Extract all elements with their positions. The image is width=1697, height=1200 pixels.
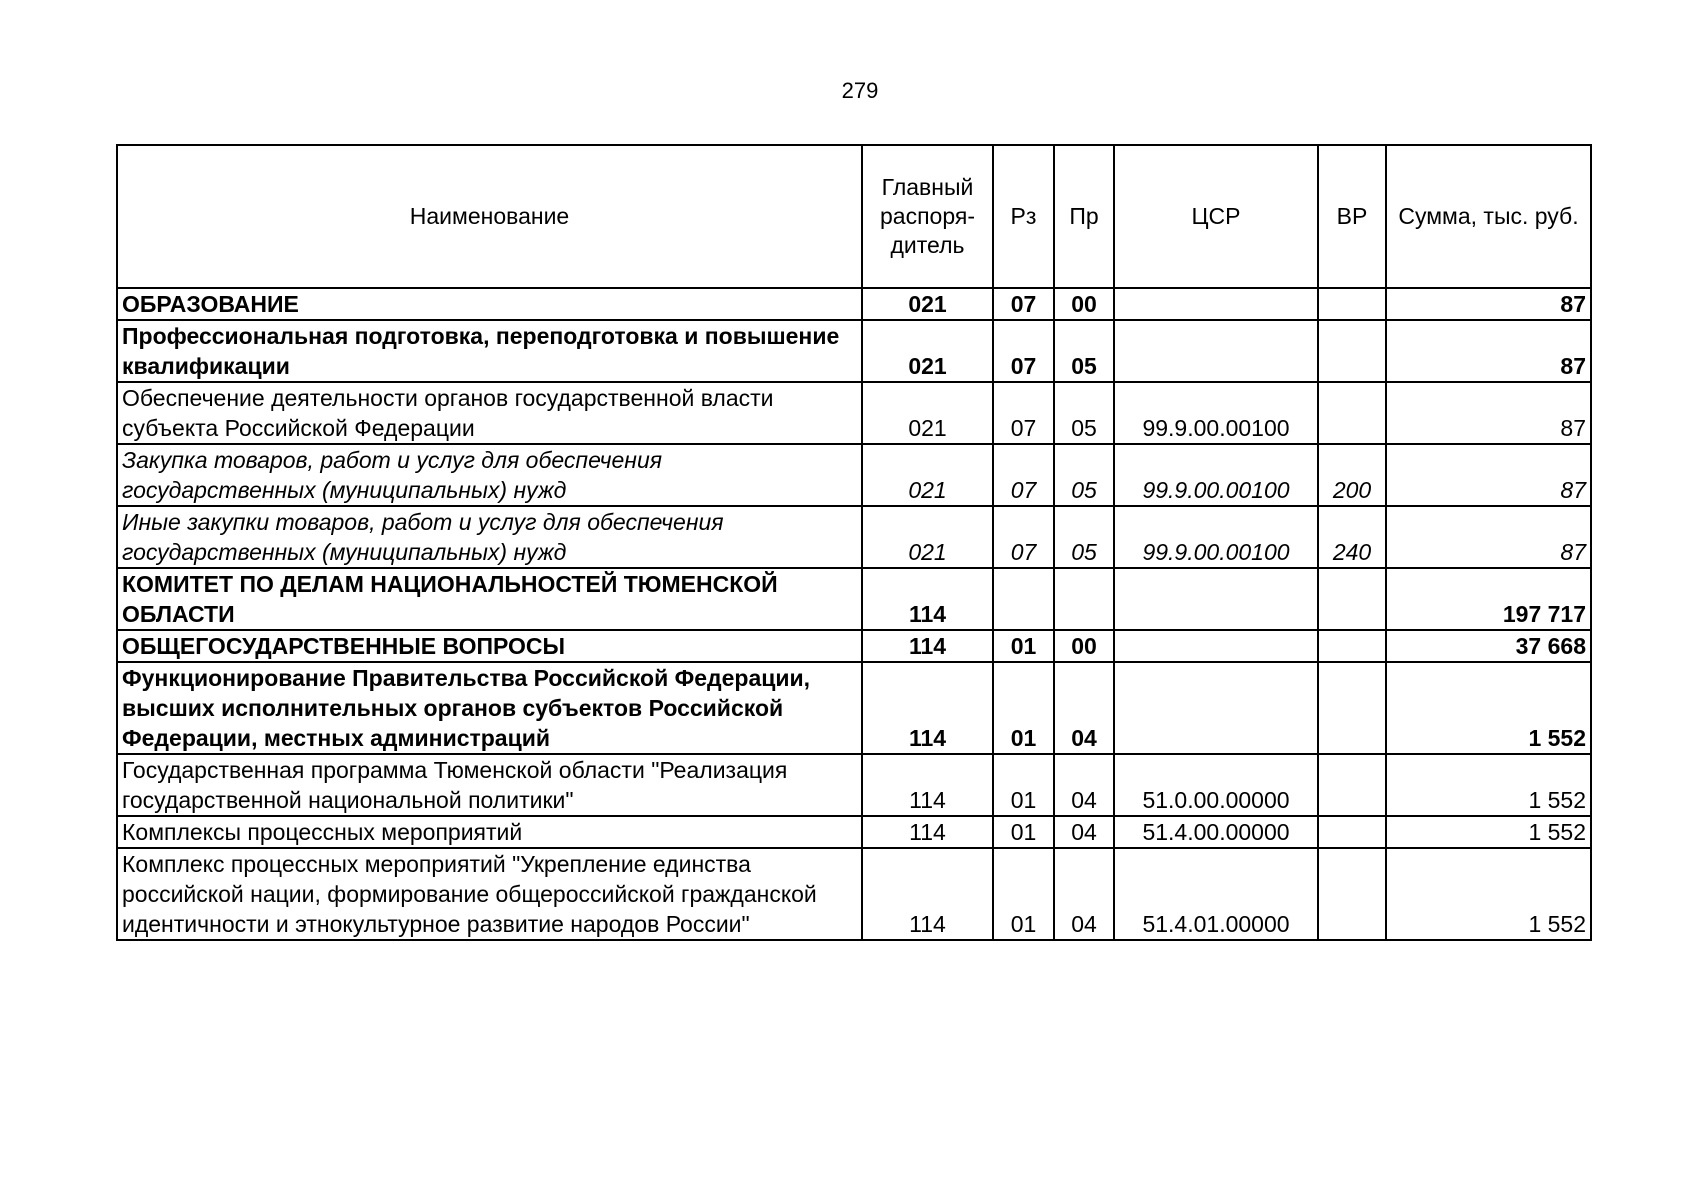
cell-pr: 04 [1054,662,1114,754]
cell-csr [1114,568,1318,630]
cell-pr: 04 [1054,754,1114,816]
cell-sum: 87 [1386,444,1591,506]
page-number: 279 [841,78,879,103]
cell-name: ОБРАЗОВАНИЕ [117,288,862,320]
cell-main-manager: 114 [862,848,993,940]
cell-csr: 99.9.00.00100 [1114,382,1318,444]
cell-pr: 05 [1054,382,1114,444]
header-sum: Сумма, тыс. руб. [1386,145,1591,288]
cell-name: ОБЩЕГОСУДАРСТВЕННЫЕ ВОПРОСЫ [117,630,862,662]
cell-csr [1114,662,1318,754]
header-pr: Пр [1054,145,1114,288]
cell-csr: 51.4.01.00000 [1114,848,1318,940]
cell-main-manager: 021 [862,288,993,320]
cell-name: Комплексы процессных мероприятий [117,816,862,848]
cell-sum: 1 552 [1386,754,1591,816]
cell-name: Комплекс процессных мероприятий "Укрепление единства российской нации, формирование общероссийской гражданской идентичности и этнокультурное развитие народов России" [117,848,862,940]
cell-csr [1114,630,1318,662]
cell-csr: 51.4.00.00000 [1114,816,1318,848]
cell-sum: 87 [1386,382,1591,444]
cell-sum: 87 [1386,288,1591,320]
table-row [117,816,1591,848]
table-row [117,506,1591,568]
cell-vr [1318,754,1386,816]
cell-rz: 01 [993,816,1054,848]
cell-rz: 07 [993,382,1054,444]
header-row [117,145,1591,288]
cell-pr [1054,568,1114,630]
budget-table [116,144,1592,941]
table-row [117,662,1591,754]
cell-pr: 05 [1054,444,1114,506]
table-body [117,288,1591,940]
cell-name: КОМИТЕТ ПО ДЕЛАМ НАЦИОНАЛЬНОСТЕЙ ТЮМЕНСКОЙ ОБЛАСТИ [117,568,862,630]
cell-main-manager: 114 [862,568,993,630]
header-name: Наименование [117,145,862,288]
header-rz: Рз [993,145,1054,288]
cell-rz: 07 [993,506,1054,568]
cell-main-manager: 114 [862,630,993,662]
table-row [117,444,1591,506]
cell-main-manager: 021 [862,382,993,444]
cell-vr [1318,568,1386,630]
cell-rz: 01 [993,754,1054,816]
cell-main-manager: 114 [862,662,993,754]
cell-pr: 04 [1054,816,1114,848]
cell-vr: 200 [1318,444,1386,506]
cell-main-manager: 021 [862,444,993,506]
cell-sum: 37 668 [1386,630,1591,662]
header-main-manager: Главный распоря-дитель [862,145,993,288]
cell-pr: 04 [1054,848,1114,940]
cell-vr [1318,630,1386,662]
cell-rz: 07 [993,320,1054,382]
table-row [117,568,1591,630]
cell-csr: 99.9.00.00100 [1114,506,1318,568]
cell-vr [1318,662,1386,754]
cell-pr: 05 [1054,506,1114,568]
header-csr: ЦСР [1114,145,1318,288]
cell-name: Закупка товаров, работ и услуг для обеспечения государственных (муниципальных) нужд [117,444,862,506]
cell-rz: 01 [993,848,1054,940]
table-row [117,320,1591,382]
cell-name: Профессиональная подготовка, переподготовка и повышение квалификации [117,320,862,382]
cell-main-manager: 114 [862,816,993,848]
cell-name: Государственная программа Тюменской области "Реализация государственной национальной политики" [117,754,862,816]
cell-name: Иные закупки товаров, работ и услуг для обеспечения государственных (муниципальных) нужд [117,506,862,568]
table-row [117,630,1591,662]
cell-rz: 07 [993,444,1054,506]
cell-sum: 197 717 [1386,568,1591,630]
cell-rz: 01 [993,662,1054,754]
cell-vr [1318,816,1386,848]
header-vr: ВР [1318,145,1386,288]
table-row [117,848,1591,940]
cell-pr: 05 [1054,320,1114,382]
cell-vr [1318,848,1386,940]
cell-sum: 1 552 [1386,816,1591,848]
cell-vr [1318,320,1386,382]
cell-csr [1114,320,1318,382]
cell-main-manager: 021 [862,506,993,568]
cell-name: Функционирование Правительства Российской Федерации, высших исполнительных органов субъектов Российской Федерации, местных администраций [117,662,862,754]
cell-rz [993,568,1054,630]
cell-sum: 87 [1386,320,1591,382]
cell-vr [1318,382,1386,444]
cell-vr: 240 [1318,506,1386,568]
cell-main-manager: 021 [862,320,993,382]
cell-csr [1114,288,1318,320]
cell-rz: 01 [993,630,1054,662]
cell-csr: 99.9.00.00100 [1114,444,1318,506]
table-row [117,754,1591,816]
cell-rz: 07 [993,288,1054,320]
cell-vr [1318,288,1386,320]
cell-pr: 00 [1054,288,1114,320]
cell-sum: 87 [1386,506,1591,568]
cell-name: Обеспечение деятельности органов государственной власти субъекта Российской Федерации [117,382,862,444]
cell-pr: 00 [1054,630,1114,662]
table-row [117,382,1591,444]
cell-csr: 51.0.00.00000 [1114,754,1318,816]
cell-sum: 1 552 [1386,662,1591,754]
cell-sum: 1 552 [1386,848,1591,940]
cell-main-manager: 114 [862,754,993,816]
table-row [117,288,1591,320]
